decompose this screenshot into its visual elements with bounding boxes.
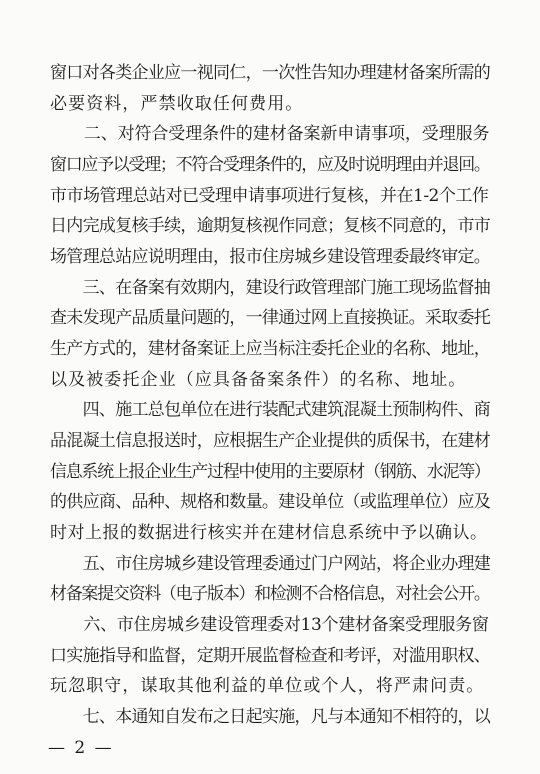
text-line: 查未发现产品质量问题的，一律通过网上直接换证。采取委托 [50, 308, 491, 328]
text-line: 以及被委托企业（应具备备案条件）的名称、地址。 [50, 370, 467, 390]
text-line: 市市场管理总站对已受理申请事项进行复核，并在1-2个工作 [50, 186, 489, 206]
text-line: 日内完成复核手续，逾期复核视作同意；复核不同意的，市市 [50, 216, 491, 236]
text-line: 二、对符合受理条件的建材备案新申请事项，受理服务 [50, 124, 490, 144]
text-line: 四、施工总包单位在进行装配式建筑混凝土预制构件、商 [50, 400, 491, 420]
text-line: 场管理总站应说明理由，报市住房城乡建设管理委最终审定。 [50, 247, 491, 267]
text-line: 六、市住房城乡建设管理委对13个建材备案受理服务窗 [50, 615, 489, 635]
text-line: 三、在备案有效期内，建设行政管理部门施工现场监督抽 [50, 278, 491, 298]
text-line: 的供应商、品种、规格和数量。建设单位（或监理单位）应及 [50, 492, 491, 512]
text-line: 时对上报的数据进行核实并在建材信息系统中予以确认。 [50, 523, 488, 543]
text-line: 玩忽职守，谋取其他利益的单位或个人，将严肃问责。 [50, 676, 485, 696]
text-line: 生产方式的，建材备案证上应当标注委托企业的名称、地址， [50, 339, 491, 359]
page-number: — 2 — [48, 738, 114, 758]
text-line: 材备案提交资料（电子版本）和检测不合格信息，对社会公开。 [50, 584, 490, 604]
text-line: 七、本通知自发布之日起实施，凡与本通知不相符的，以 [50, 707, 491, 727]
text-line: 窗口应予以受理；不符合受理条件的，应及时说明理由并退回。 [50, 155, 490, 175]
text-line: 信息系统上报企业生产过程中使用的主要原材（钢筋、水泥等） [50, 462, 490, 482]
text-line: 必要资料，严禁收取任何费用。 [50, 94, 304, 114]
text-line: 品混凝土信息报送时，应根据生产企业提供的质保书，在建材 [50, 431, 491, 451]
text-line: 五、市住房城乡建设管理委通过门户网站，将企业办理建 [50, 554, 491, 574]
text-line: 口实施指导和监督，定期开展监督检查和考评，对滥用职权、 [50, 646, 491, 666]
text-line: 窗口对各类企业应一视同仁，一次性告知办理建材备案所需的 [50, 63, 491, 83]
